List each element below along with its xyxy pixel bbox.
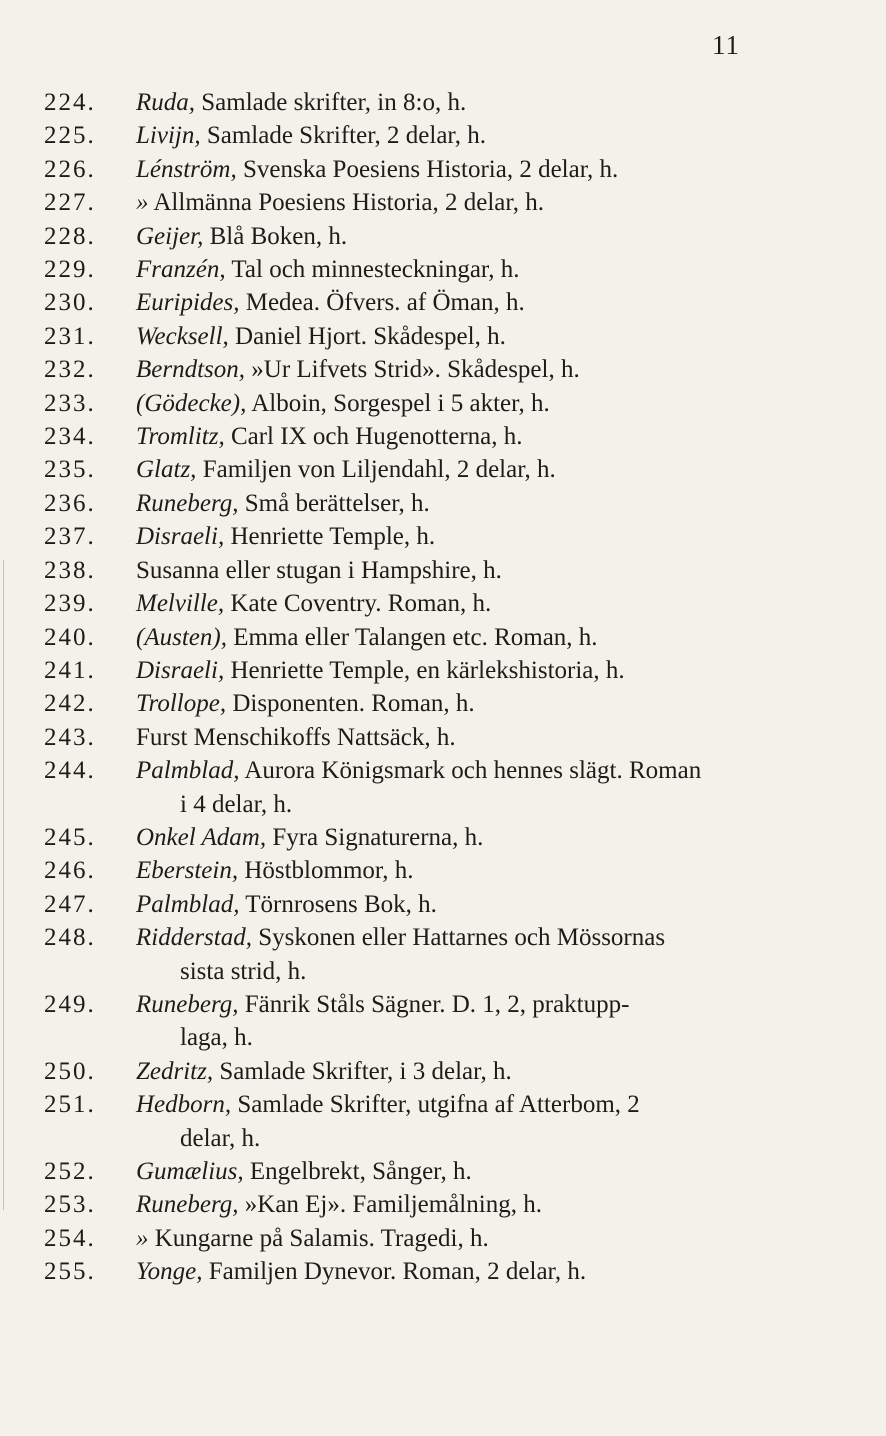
entry-author: Glatz,: [136, 456, 197, 484]
catalog-entry-list: [44, 86, 804, 1289]
entry-author: Geijer,: [136, 222, 204, 250]
catalog-entry: [44, 1088, 804, 1155]
catalog-entry: [44, 1155, 804, 1188]
entry-title: Tal och minnesteckningar, h.: [225, 256, 520, 284]
page-edge-line: [3, 560, 4, 1210]
entry-number: 234.: [44, 423, 96, 451]
catalog-entry: [44, 1188, 804, 1221]
entry-number: 235.: [44, 456, 96, 484]
entry-title: Daniel Hjort. Skådespel, h.: [228, 322, 506, 350]
entry-author: Runeberg,: [136, 1191, 239, 1219]
entry-author: Trollope,: [136, 690, 227, 718]
catalog-entry: [44, 220, 804, 253]
entry-author: Tromlitz,: [136, 423, 225, 451]
catalog-entry: [44, 921, 804, 988]
entry-number: 255.: [44, 1258, 96, 1286]
entry-author: Melville,: [136, 590, 225, 618]
catalog-entry: [44, 654, 804, 687]
catalog-entry: [44, 487, 804, 520]
catalog-entry: [44, 420, 804, 453]
catalog-entry: [44, 453, 804, 486]
entry-number: 241.: [44, 656, 96, 684]
catalog-entry: [44, 754, 804, 821]
entry-author: »: [136, 1224, 149, 1252]
entry-author: Palmblad,: [136, 890, 240, 918]
entry-number: 243.: [44, 723, 96, 751]
entry-title: Små berättelser, h.: [238, 489, 430, 517]
entry-title: Emma eller Talangen etc. Roman, h.: [226, 623, 598, 651]
entry-title: Blå Boken, h.: [203, 222, 348, 250]
entry-author: Eberstein,: [136, 857, 239, 885]
entry-author: Franzén,: [136, 256, 226, 284]
entry-title: Kate Coventry. Roman, h.: [224, 590, 492, 618]
catalog-entry: [44, 186, 804, 219]
entry-title: Samlade Skrifter, 2 delar, h.: [200, 122, 487, 150]
entry-title: Samlade Skrifter, i 3 delar, h.: [213, 1057, 512, 1085]
entry-author: Runeberg,: [136, 990, 239, 1018]
catalog-entry: [44, 353, 804, 386]
catalog-entry: [44, 253, 804, 286]
catalog-entry: [44, 587, 804, 620]
entry-number: 239.: [44, 590, 96, 618]
entry-author: Gumælius,: [136, 1158, 244, 1185]
catalog-entry: [44, 821, 804, 854]
entry-number: 229.: [44, 256, 96, 284]
entry-title: Fänrik Ståls Sägner. D. 1, 2, praktupp-: [238, 990, 630, 1018]
entry-title: Disponenten. Roman, h.: [226, 690, 475, 718]
entry-title: Henriette Temple, en kärlekshistoria, h.: [224, 656, 625, 684]
entry-number: 245.: [44, 823, 96, 851]
catalog-entry: [44, 554, 804, 587]
entry-number: 252.: [44, 1158, 96, 1185]
entry-continuation: i 4 delar, h.: [180, 790, 293, 818]
entry-author: Palmblad,: [136, 757, 240, 785]
entry-number: 233.: [44, 389, 96, 417]
entry-author: Ruda,: [136, 89, 196, 116]
entry-author: Onkel Adam,: [136, 823, 267, 851]
entry-author: Disraeli,: [136, 523, 225, 551]
catalog-entry: [44, 387, 804, 420]
entry-title: Aurora Königsmark och hennes slägt. Roman: [239, 757, 702, 785]
entry-number: 249.: [44, 990, 96, 1018]
entry-number: 228.: [44, 222, 96, 250]
entry-number: 248.: [44, 924, 96, 952]
entry-number: 232.: [44, 356, 96, 384]
entry-title: Susanna eller stugan i Hampshire, h.: [136, 556, 502, 584]
entry-number: 254.: [44, 1224, 96, 1252]
entry-author: Livijn,: [136, 122, 201, 150]
entry-title: Höstblommor, h.: [238, 857, 414, 885]
entry-title: Carl IX och Hugenotterna, h.: [224, 423, 523, 451]
entry-title: Samlade Skrifter, utgifna af Atterbom, 2: [231, 1091, 640, 1119]
entry-author: »: [136, 189, 149, 217]
entry-continuation: delar, h.: [180, 1124, 261, 1152]
entry-title: Medea. Öfvers. af Öman, h.: [239, 289, 525, 317]
catalog-entry: [44, 286, 804, 319]
entry-author: Euripides,: [136, 289, 240, 317]
entry-continuation: laga, h.: [180, 1024, 253, 1052]
entry-title: Allmänna Poesiens Historia, 2 delar, h.: [148, 189, 544, 217]
entry-title: »Ur Lifvets Strid». Skådespel, h.: [245, 356, 580, 384]
entry-title: Svenska Poesiens Historia, 2 delar, h.: [236, 155, 619, 183]
entry-title: Henriette Temple, h.: [224, 523, 436, 551]
entry-author: (Austen),: [136, 623, 227, 651]
entry-number: 247.: [44, 890, 96, 918]
catalog-entry: [44, 687, 804, 720]
entry-number: 250.: [44, 1057, 96, 1085]
entry-number: 244.: [44, 757, 96, 785]
catalog-entry: [44, 153, 804, 186]
entry-author: Berndtson,: [136, 356, 246, 384]
catalog-entry: [44, 320, 804, 353]
entry-title: Engelbrekt, Sånger, h.: [243, 1158, 472, 1185]
catalog-entry: [44, 1255, 804, 1288]
entry-number: 237.: [44, 523, 96, 551]
catalog-entry: [44, 721, 804, 754]
catalog-entry: [44, 520, 804, 553]
catalog-entry: [44, 1055, 804, 1088]
entry-author: Yonge,: [136, 1258, 203, 1286]
entry-author: Lénström,: [136, 155, 237, 183]
entry-number: 238.: [44, 556, 96, 584]
entry-number: 231.: [44, 322, 96, 350]
entry-author: Runeberg,: [136, 489, 239, 517]
entry-title: Fyra Signaturerna, h.: [266, 823, 484, 851]
catalog-entry: [44, 86, 804, 119]
entry-number: 226.: [44, 155, 96, 183]
entry-author: (Gödecke),: [136, 389, 247, 417]
entry-author: Wecksell,: [136, 322, 229, 350]
catalog-entry: [44, 1222, 804, 1255]
catalog-entry: [44, 888, 804, 921]
entry-number: 225.: [44, 122, 96, 150]
entry-title: Törnrosens Bok, h.: [239, 890, 437, 918]
catalog-entry: [44, 621, 804, 654]
entry-number: 227.: [44, 189, 96, 217]
entry-number: 240.: [44, 623, 96, 651]
entry-number: 253.: [44, 1191, 96, 1219]
entry-number: 230.: [44, 289, 96, 317]
catalog-entry: [44, 119, 804, 152]
entry-number: 246.: [44, 857, 96, 885]
entry-title: Familjen von Liljendahl, 2 delar, h.: [196, 456, 556, 484]
entry-author: Hedborn,: [136, 1091, 232, 1119]
entry-title: Kungarne på Salamis. Tragedi, h.: [148, 1224, 489, 1252]
catalog-entry: [44, 988, 804, 1055]
entry-number: 224.: [44, 89, 96, 116]
entry-title: Furst Menschikoffs Nattsäck, h.: [136, 723, 456, 751]
entry-number: 242.: [44, 690, 96, 718]
entry-title: Samlade skrifter, in 8:o, h.: [195, 89, 467, 116]
entry-author: Zedritz,: [136, 1057, 214, 1085]
entry-number: 251.: [44, 1091, 96, 1119]
entry-title: Familjen Dynevor. Roman, 2 delar, h.: [202, 1258, 587, 1286]
catalog-entry: [44, 854, 804, 887]
entry-title: Alboin, Sorgespel i 5 akter, h.: [246, 389, 550, 417]
entry-continuation: sista strid, h.: [180, 957, 307, 985]
entry-author: Disraeli,: [136, 656, 225, 684]
entry-number: 236.: [44, 489, 96, 517]
entry-author: Ridderstad,: [136, 924, 252, 952]
entry-title: Syskonen eller Hattarnes och Mössornas: [251, 924, 666, 952]
page-number: 11: [712, 30, 740, 60]
entry-title: »Kan Ej». Familjemålning, h.: [238, 1191, 542, 1219]
